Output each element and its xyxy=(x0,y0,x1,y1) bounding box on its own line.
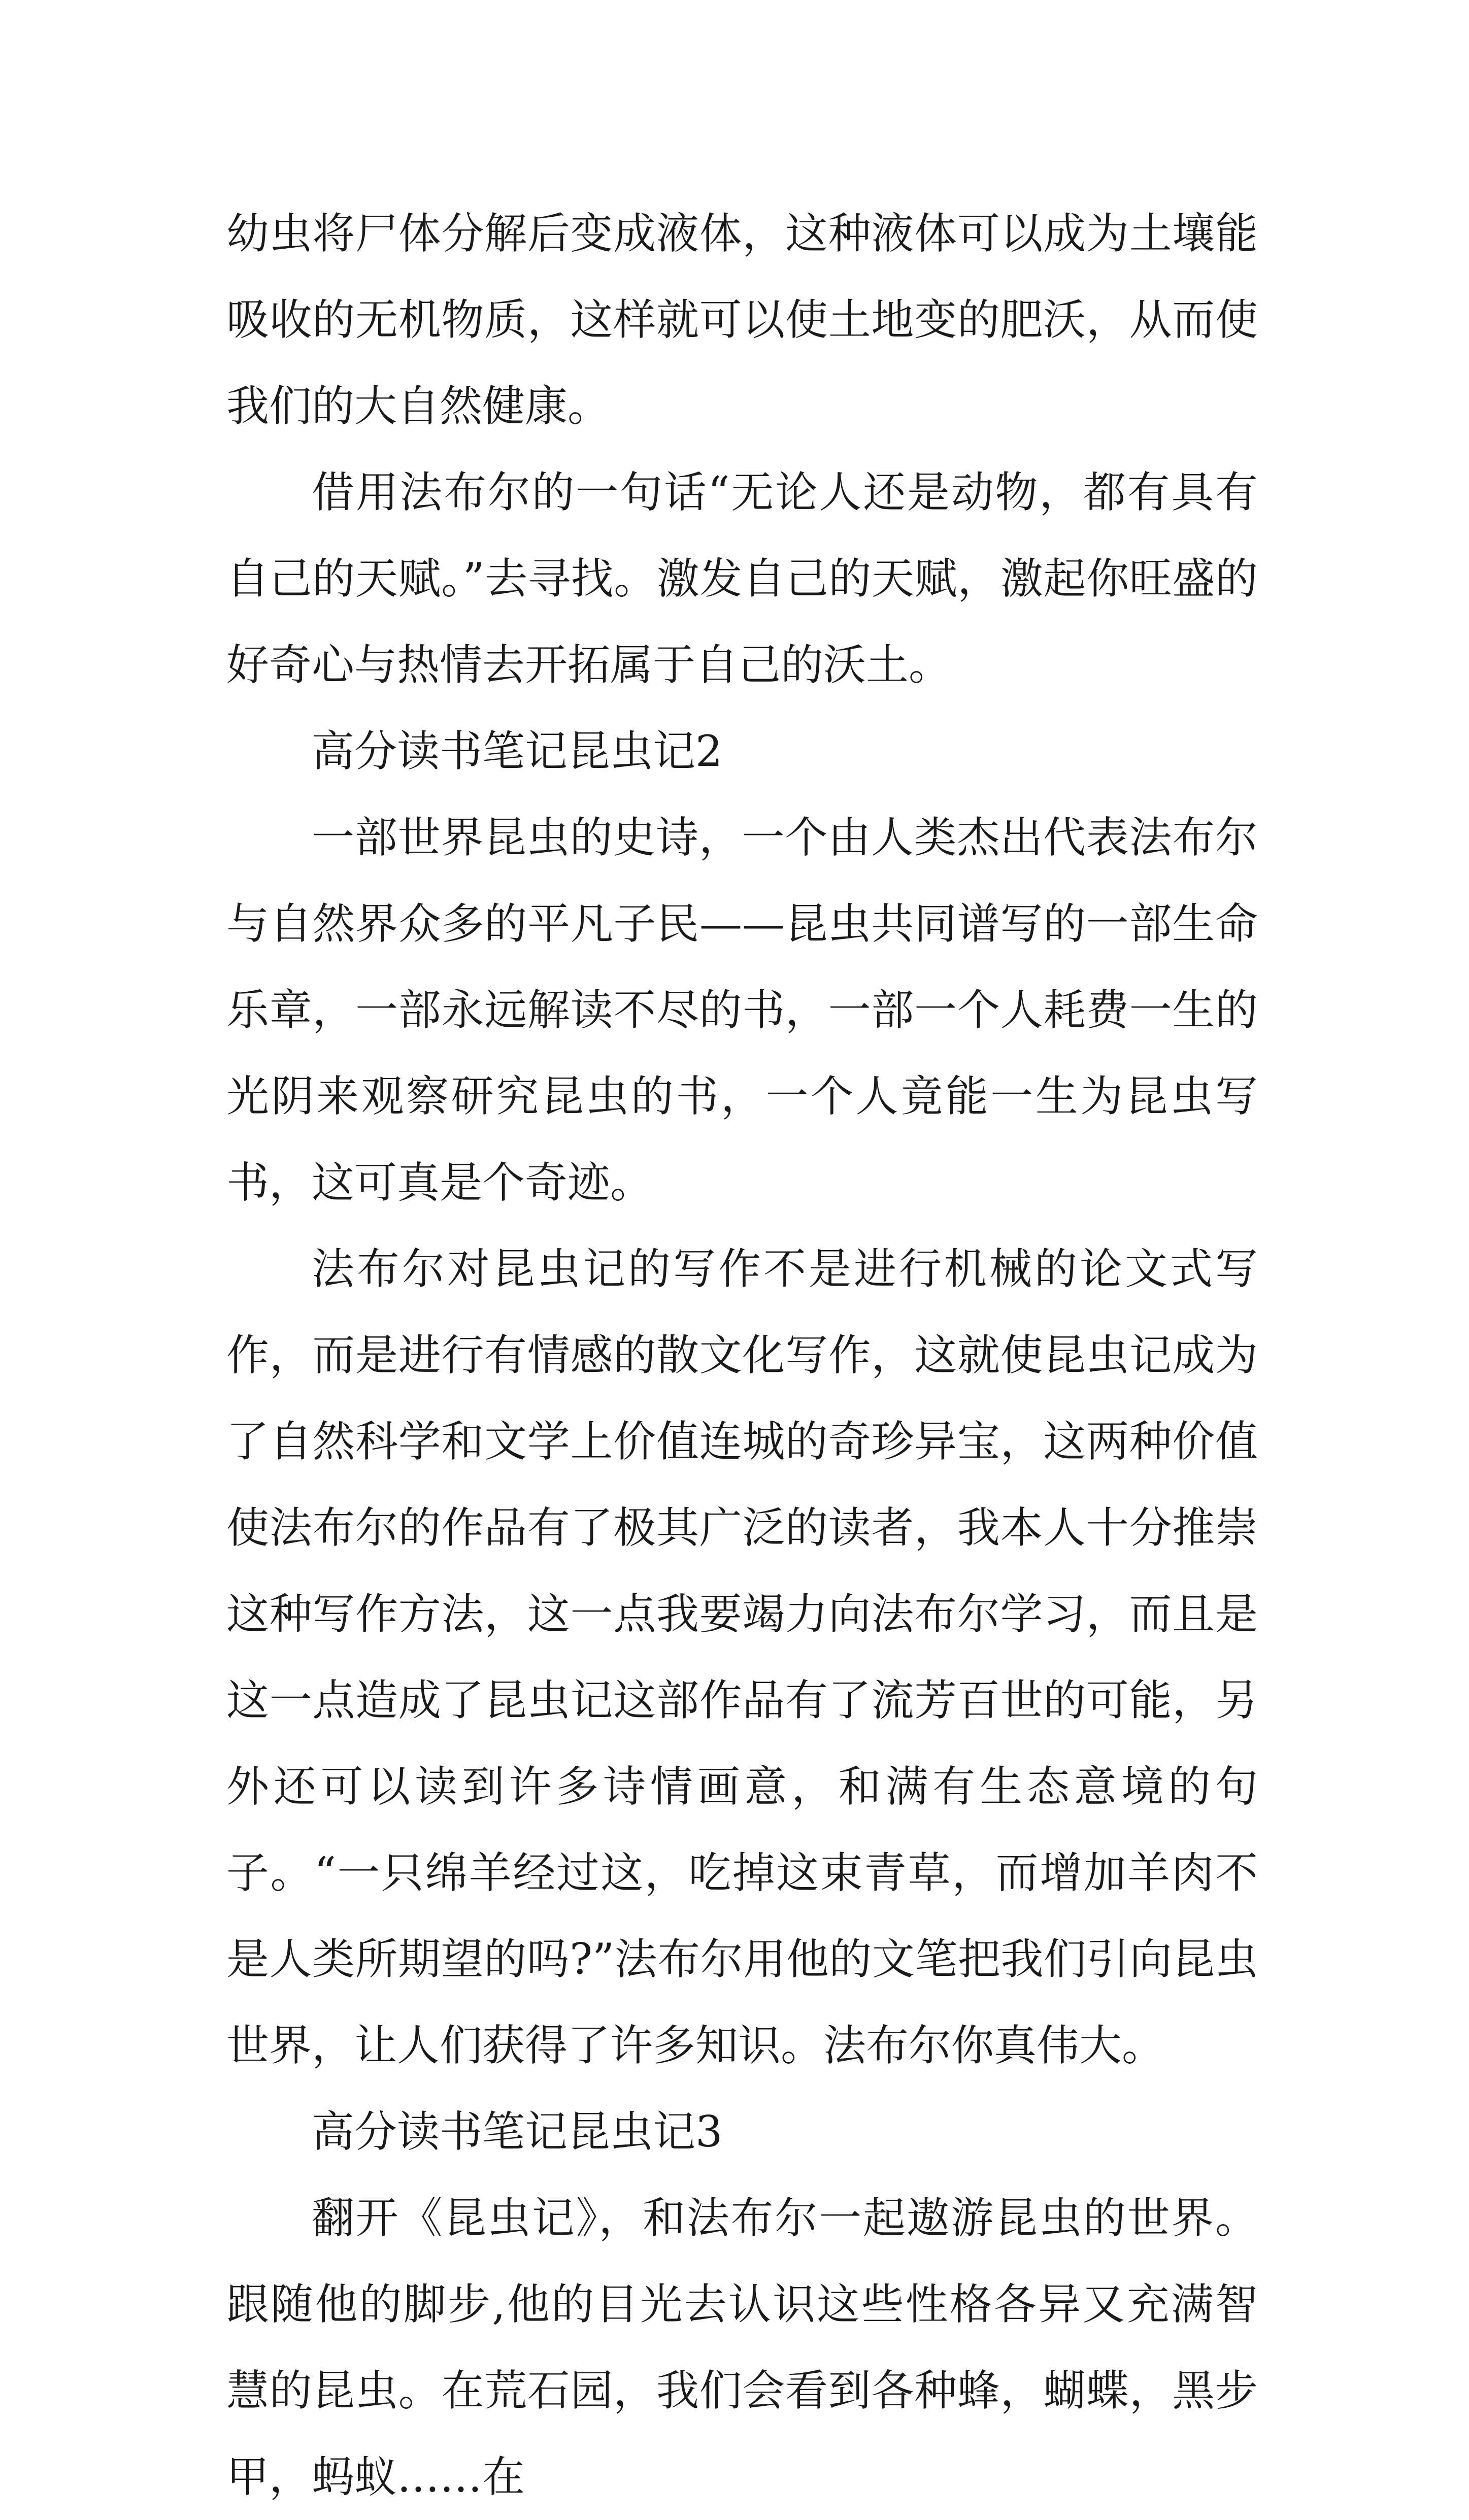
paragraph-3: 一部世界昆虫的史诗，一个由人类杰出代表法布尔与自然界众多的平凡子民——昆虫共同谱写的一部生命乐章，一部永远解读不尽的书，一部一个人耗费一生的光阴来观察研究昆虫的书，一个人竟能一生为昆虫写书，这可真是个奇迹。 xyxy=(226,813,1258,1207)
document-body xyxy=(226,190,1258,2520)
paragraph-5: 翻开《昆虫记》，和法布尔一起遨游昆虫的世界。跟随他的脚步,他的目光去认识这些性格各异又充满智慧的昆虫。在荒石园，我们会看到各种蜂，蝴蝶，黑步甲，蚂蚁……在 xyxy=(226,2193,1258,2502)
paragraph-1: 幼虫将尸体分解后变成液体，这种液体可以成为土壤能吸收的无机物质，这样就可以使土地变的肥沃，从而使我们的大自然健康。 xyxy=(226,209,1258,431)
section-heading-3: 高分读书笔记昆虫记3 xyxy=(312,2107,723,2157)
section-heading-2: 高分读书笔记昆虫记2 xyxy=(312,726,723,776)
paragraph-2: 借用法布尔的一句话“无论人还是动物，都有具有自己的天赋。”去寻找。激发自己的天赋，激起你旺盛的好奇心与热情去开拓属于自己的沃土。 xyxy=(226,467,1258,690)
paragraph-4: 法布尔对昆虫记的写作不是进行机械的论文式写作，而是进行有情感的散文化写作，这就使昆虫记成为了自然科学和文学上价值连城的奇珍异宝，这两种价值使法布尔的作品有了极其广泛的读者，我本人十分推崇这种写作方法，这一点我要竭力向法布尔学习，而且是这一点造成了昆虫记这部作品有了流芳百世的可能，另外还可以读到许多诗情画意，和满有生态意境的句子。“一只绵羊经过这，吃掉这束青草，而增加羊肉不是人类所期望的吗?”法布尔用他的文笔把我们引向昆虫世界，让人们获得了许多知识。法布尔你真伟大。 xyxy=(226,1244,1258,2070)
